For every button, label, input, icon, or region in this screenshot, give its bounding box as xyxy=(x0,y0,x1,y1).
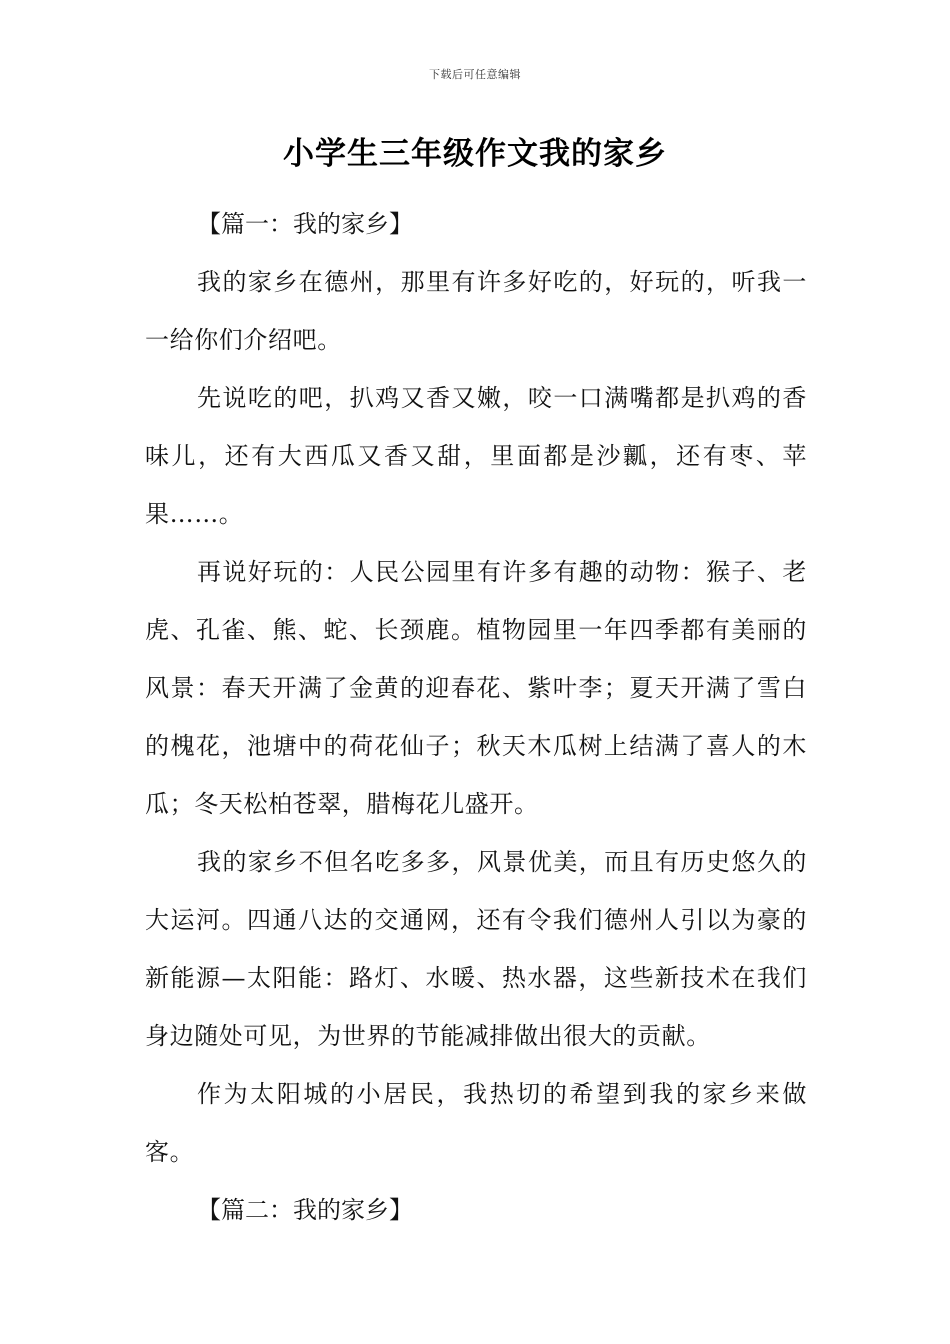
paragraph: 先说吃的吧，扒鸡又香又嫩，咬一口满嘴都是扒鸡的香味儿，还有大西瓜又香又甜，里面都是沙瓤，还有枣、苹果……。 xyxy=(145,384,807,528)
header-note: 下载后可任意编辑 xyxy=(429,68,521,81)
section-heading-1: 【篇一：我的家乡】 xyxy=(197,210,413,238)
section-heading-2: 【篇二：我的家乡】 xyxy=(197,1196,413,1224)
paragraph: 我的家乡在德州，那里有许多好吃的，好玩的，听我一一给你们介绍吧。 xyxy=(145,268,807,354)
document-title: 小学生三年级作文我的家乡 xyxy=(283,136,667,172)
paragraph: 作为太阳城的小居民，我热切的希望到我的家乡来做客。 xyxy=(145,1080,807,1166)
paragraph: 再说好玩的：人民公园里有许多有趣的动物：猴子、老虎、孔雀、熊、蛇、长颈鹿。植物园里一年四季都有美丽的风景：春天开满了金黄的迎春花、紫叶李；夏天开满了雪白的槐花，池塘中的荷花仙子；秋天木瓜树上结满了喜人的木瓜；冬天松柏苍翠，腊梅花儿盛开。 xyxy=(145,558,807,818)
paragraph: 我的家乡不但名吃多多，风景优美，而且有历史悠久的大运河。四通八达的交通网，还有令我们德州人引以为豪的新能源—太阳能：路灯、水暖、热水器，这些新技术在我们身边随处可见，为世界的节能减排做出很大的贡献。 xyxy=(145,848,807,1050)
document-body xyxy=(145,195,807,1239)
